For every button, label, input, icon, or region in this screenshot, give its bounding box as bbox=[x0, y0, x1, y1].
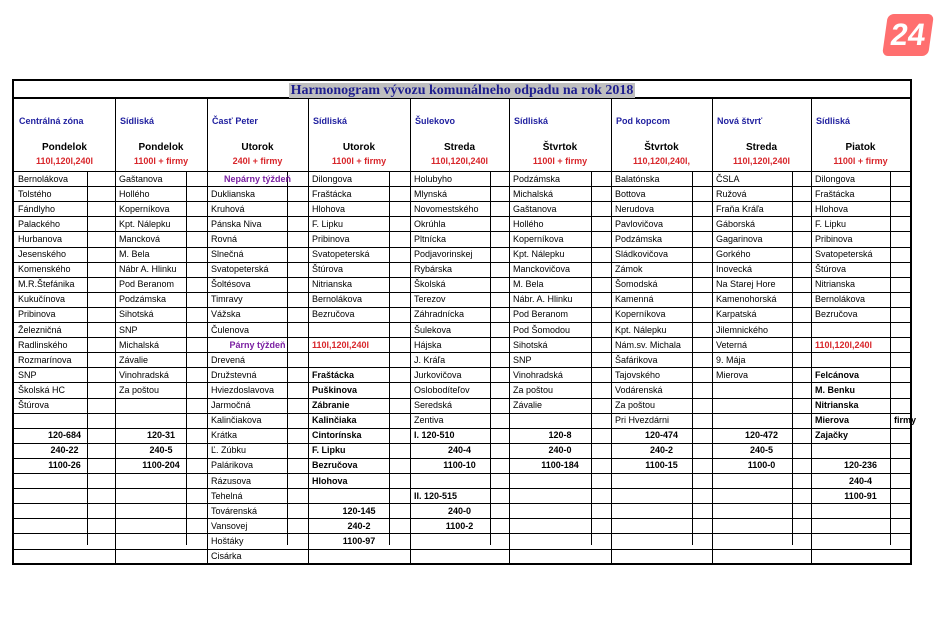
schedule-cell: Slnečná bbox=[211, 249, 244, 259]
schedule-cell: J. Kráľa bbox=[414, 354, 446, 365]
schedule-cell: Cintorínska bbox=[312, 430, 362, 441]
schedule-cell: 1100-15 bbox=[645, 460, 678, 471]
schedule-cell: Kukučínova bbox=[18, 294, 66, 305]
schedule-cell: Šulekova bbox=[414, 324, 452, 335]
schedule-cell: SNP bbox=[513, 354, 532, 365]
schedule-cell: Duklianska bbox=[211, 188, 256, 199]
schedule-cell: 240-5 bbox=[149, 445, 173, 456]
schedule-cell: Dilongova bbox=[312, 173, 353, 184]
schedule-cell: Podjavorinskej bbox=[414, 249, 473, 259]
schedule-cell: Kruhová bbox=[211, 203, 245, 214]
schedule-cell: Bernolákova bbox=[312, 294, 363, 305]
schedule-cell: Rázusova bbox=[211, 475, 252, 486]
schedule-cell: Tolstého bbox=[18, 188, 52, 199]
schedule-cell: Jurkovičova bbox=[414, 369, 462, 380]
schedule-cell: Sládkovičova bbox=[615, 249, 669, 259]
schedule-cell: Palárikova bbox=[211, 460, 254, 471]
schedule-cell: Mierova bbox=[716, 369, 749, 380]
brand-logo: 24 bbox=[882, 14, 934, 56]
schedule-cell: 120-31 bbox=[146, 430, 176, 441]
schedule-cell: 240-4 bbox=[848, 475, 873, 486]
schedule-cell: Manckovičova bbox=[513, 264, 571, 275]
schedule-cell: Pribinova bbox=[815, 233, 853, 244]
schedule-cell: Kpt. Nálepku bbox=[119, 218, 171, 229]
schedule-cell: Oslobodíteľov bbox=[414, 384, 470, 395]
schedule-cell: Cisárka bbox=[211, 551, 242, 561]
schedule-cell: Kpt. Nálepku bbox=[615, 324, 667, 335]
schedule-cell: Timravy bbox=[211, 294, 243, 305]
schedule-cell: Zámok bbox=[615, 264, 643, 275]
schedule-cell: Mlynská bbox=[414, 188, 448, 199]
schedule-cell: Bottova bbox=[615, 188, 646, 199]
schedule-cell: Pod Šomodou bbox=[513, 324, 571, 335]
schedule-cell: Sihotská bbox=[513, 339, 548, 350]
schedule-cell: Inovecká bbox=[716, 264, 753, 275]
schedule-cell: Okrúhla bbox=[414, 218, 446, 229]
schedule-cell: 1100-0 bbox=[747, 460, 776, 471]
column-divider bbox=[115, 99, 116, 563]
column-divider bbox=[207, 99, 208, 563]
schedule-cell: Pri Hvezdárni bbox=[615, 415, 670, 426]
schedule-cell: 240-0 bbox=[548, 445, 572, 456]
schedule-cell: Gorkého bbox=[716, 249, 751, 259]
schedule-cell: Holubyho bbox=[414, 173, 453, 184]
schedule-cell: II. 120-515 bbox=[414, 490, 458, 501]
container-header: 110,120l,240l, bbox=[632, 156, 691, 166]
schedule-cell: SNP bbox=[18, 369, 37, 380]
schedule-cell: Bezručova bbox=[312, 460, 358, 471]
schedule-cell: Fraštácka bbox=[312, 188, 352, 199]
schedule-cell: Svatopeterská bbox=[211, 264, 269, 275]
schedule-cell: Palackého bbox=[18, 218, 61, 229]
schedule-cell: Svatopeterská bbox=[815, 249, 873, 259]
schedule-cell: Nábr A. Hlinku bbox=[119, 264, 177, 275]
schedule-cell: Nepárny týždeň bbox=[223, 173, 292, 184]
schedule-cell: Pltnícka bbox=[414, 233, 447, 244]
schedule-cell: Kamenohorská bbox=[716, 294, 777, 305]
schedule-cell: Koperníkova bbox=[513, 233, 564, 244]
schedule-cell: F. Lipku bbox=[815, 218, 847, 229]
schedule-cell: Gagarinova bbox=[716, 233, 763, 244]
schedule-cell: Michalská bbox=[513, 188, 554, 199]
day-header: Piatok bbox=[845, 142, 876, 153]
schedule-cell: M. Benku bbox=[815, 384, 856, 395]
schedule-cell: 120-684 bbox=[47, 430, 82, 441]
schedule-cell: Hájska bbox=[414, 339, 442, 350]
schedule-cell: Hlohova bbox=[312, 203, 346, 214]
schedule-cell: Hurbanova bbox=[18, 233, 63, 244]
schedule-cell: Zábranie bbox=[312, 400, 350, 410]
zone-header: Sídliská bbox=[514, 116, 549, 126]
schedule-cell: Gaštanova bbox=[119, 173, 163, 184]
schedule-cell: Podzámska bbox=[119, 294, 167, 305]
schedule-cell: Balatónska bbox=[615, 173, 660, 184]
schedule-cell: Bezručova bbox=[312, 309, 355, 320]
title-text: Harmonogram vývozu komunálneho odpadu na rok 2018 bbox=[290, 83, 634, 98]
schedule-cell: Podzámska bbox=[615, 233, 663, 244]
container-header: 1100l + firmy bbox=[833, 156, 888, 166]
schedule-cell: Vinohradská bbox=[119, 369, 169, 380]
zone-header: Sídliská bbox=[120, 116, 155, 126]
container-header: 110l,120l,240l bbox=[35, 156, 94, 166]
schedule-cell: Hollého bbox=[119, 188, 150, 199]
schedule-cell: Nitrianska bbox=[815, 400, 859, 410]
schedule-cell: SNP bbox=[119, 324, 138, 335]
row-divider bbox=[14, 549, 910, 550]
schedule-cell: Komenského bbox=[18, 264, 71, 275]
schedule-cell: 1100-26 bbox=[48, 460, 81, 471]
schedule-cell: Fraštácka bbox=[815, 188, 855, 199]
schedule-cell: Kamenná bbox=[615, 294, 654, 305]
schedule-cell: Jarmočná bbox=[211, 400, 251, 410]
schedule-cell: Štúrova bbox=[18, 400, 50, 410]
schedule-cell: Michalská bbox=[119, 339, 160, 350]
schedule-cell: Pod Beranom bbox=[119, 279, 175, 290]
zone-header: Sídliská bbox=[313, 116, 348, 126]
schedule-cell: 240-5 bbox=[749, 445, 774, 456]
schedule-cell: 1100-2 bbox=[445, 520, 474, 531]
schedule-cell: Závalie bbox=[513, 400, 543, 410]
schedule-cell: 120-472 bbox=[744, 430, 779, 441]
day-header: Pondelok bbox=[138, 142, 184, 153]
schedule-cell: Rovná bbox=[211, 233, 238, 244]
schedule-cell: Nám.sv. Michala bbox=[615, 339, 681, 350]
schedule-cell: Tehelná bbox=[211, 490, 243, 501]
zone-header: Centrálná zóna bbox=[19, 116, 84, 126]
schedule-cell: Štúrova bbox=[815, 264, 847, 275]
schedule-cell: Drevená bbox=[211, 354, 246, 365]
schedule-cell: Vinohradská bbox=[513, 369, 563, 380]
schedule-cell: Bernolákova bbox=[18, 173, 69, 184]
schedule-cell: Štúrova bbox=[312, 264, 344, 275]
schedule-cell: Fándlyho bbox=[18, 203, 56, 214]
schedule-cell: Jilemnického bbox=[716, 324, 769, 335]
schedule-cell: Šafárikova bbox=[615, 354, 658, 365]
schedule-cell: Ružová bbox=[716, 188, 747, 199]
schedule-cell: Pavlovičova bbox=[615, 218, 664, 229]
schedule-cell: Za poštou bbox=[615, 400, 656, 410]
schedule-cell: Šoltésova bbox=[211, 279, 251, 290]
schedule-cell: Školská HC bbox=[18, 384, 66, 395]
day-header: Štvrtok bbox=[644, 142, 679, 153]
day-header: Štvrtok bbox=[542, 142, 578, 153]
schedule-cell: 240-2 bbox=[347, 520, 371, 531]
schedule-cell: 1100-91 bbox=[844, 490, 877, 501]
column-divider bbox=[509, 99, 510, 563]
schedule-cell: F. Lipku bbox=[312, 218, 344, 229]
container-header: 1100l + firmy bbox=[133, 156, 189, 166]
zone-header: Časť Peter bbox=[212, 116, 258, 126]
schedule-cell: Dilongova bbox=[815, 173, 856, 184]
schedule-cell: Radlinského bbox=[18, 339, 68, 350]
column-divider bbox=[308, 99, 309, 563]
schedule-cell: Za poštou bbox=[513, 384, 554, 395]
firmy-note: firmy bbox=[894, 415, 917, 426]
column-divider bbox=[410, 99, 411, 563]
schedule-cell: Závalie bbox=[119, 354, 149, 365]
schedule-cell: Koperníkova bbox=[119, 203, 170, 214]
schedule-cell: Kalinčiaka bbox=[312, 415, 357, 426]
schedule-cell: Čulenova bbox=[211, 324, 250, 335]
schedule-cell: Družstevná bbox=[211, 369, 257, 380]
schedule-cell: Záhradnícka bbox=[414, 309, 465, 320]
schedule-cell: 1100-184 bbox=[541, 460, 579, 471]
schedule-cell: Kpt. Nálepku bbox=[513, 249, 565, 259]
day-header: Utorok bbox=[342, 142, 376, 153]
schedule-cell: Seredská bbox=[414, 400, 453, 410]
schedule-cell: Hollého bbox=[513, 218, 544, 229]
schedule-cell: Krátka bbox=[211, 430, 238, 441]
schedule-cell: Pribinova bbox=[18, 309, 56, 320]
schedule-cell: 110l,120l,240l bbox=[815, 339, 873, 350]
schedule-cell: F. Lipku bbox=[312, 445, 346, 456]
schedule-cell: 120-236 bbox=[843, 460, 878, 471]
schedule-cell: Fraňa Kráľa bbox=[716, 203, 764, 214]
schedule-cell: 120-474 bbox=[644, 430, 679, 441]
schedule-grid bbox=[14, 81, 917, 563]
schedule-cell: Tajovského bbox=[615, 369, 661, 380]
schedule-cell: Bernolákova bbox=[815, 294, 866, 305]
schedule-cell: Svatopeterská bbox=[312, 249, 370, 259]
schedule-cell: Felcánova bbox=[815, 369, 860, 380]
schedule-cell: Za poštou bbox=[119, 384, 160, 395]
schedule-cell: 1100-10 bbox=[443, 460, 476, 471]
schedule-cell: Železničná bbox=[18, 324, 62, 335]
schedule-cell: Fraštácka bbox=[312, 369, 355, 380]
schedule-cell: 9. Mája bbox=[716, 354, 746, 365]
schedule-cell: Rozmarínova bbox=[18, 354, 72, 365]
schedule-cell: Vážska bbox=[211, 309, 241, 320]
schedule-cell: 110l,120l,240l bbox=[312, 339, 370, 350]
schedule-cell: Pánska Niva bbox=[211, 218, 262, 229]
schedule-cell: Nitrianska bbox=[815, 279, 856, 290]
schedule-cell: 120-145 bbox=[342, 505, 376, 516]
schedule-cell: Gáborská bbox=[716, 218, 756, 229]
schedule-cell: Továrenská bbox=[211, 505, 258, 516]
schedule-cell: Gaštanova bbox=[513, 203, 557, 214]
schedule-cell: Puškinova bbox=[312, 384, 358, 395]
schedule-cell: Hlohova bbox=[815, 203, 849, 214]
schedule-cell: I. 120-510 bbox=[414, 430, 455, 441]
schedule-cell: Vansovej bbox=[211, 520, 248, 531]
schedule-cell: 240-4 bbox=[447, 445, 472, 456]
schedule-cell: Jesenského bbox=[18, 249, 67, 259]
schedule-cell: Na Starej Hore bbox=[716, 279, 776, 290]
schedule-cell: Šomodská bbox=[615, 279, 658, 290]
schedule-cell: 1100-204 bbox=[142, 460, 180, 471]
schedule-cell: Karpatská bbox=[716, 309, 757, 320]
column-divider bbox=[712, 99, 713, 563]
zone-header: Šulekovo bbox=[415, 116, 456, 126]
schedule-cell: Hlohova bbox=[312, 475, 348, 486]
schedule-cell: Novomestského bbox=[414, 203, 479, 214]
schedule-cell: Bezručova bbox=[815, 309, 858, 320]
zone-header: Nová štvrť bbox=[717, 116, 763, 126]
schedule-cell: 240-0 bbox=[447, 505, 472, 516]
schedule-cell: Zentiva bbox=[414, 415, 444, 426]
schedule-sheet bbox=[12, 79, 917, 565]
schedule-cell: 240-22 bbox=[50, 445, 79, 456]
column-divider bbox=[811, 99, 812, 563]
schedule-cell: Pribinova bbox=[312, 233, 350, 244]
container-header: 110l,120l,240l bbox=[430, 156, 489, 166]
schedule-cell: 240-2 bbox=[649, 445, 674, 456]
schedule-cell: Sihotská bbox=[119, 309, 154, 320]
schedule-cell: M. Bela bbox=[513, 279, 544, 290]
schedule-cell: Mancková bbox=[119, 233, 161, 244]
container-header: 1100l + firmy bbox=[331, 156, 387, 166]
day-header: Streda bbox=[745, 142, 778, 153]
schedule-cell: Hviezdoslavova bbox=[211, 384, 275, 395]
schedule-cell: Nábr. A. Hlinku bbox=[513, 294, 573, 305]
schedule-cell: 120-8 bbox=[548, 430, 572, 441]
schedule-cell: Zajačky bbox=[815, 430, 849, 441]
day-header: Pondelok bbox=[41, 142, 87, 153]
schedule-cell: Veterná bbox=[716, 339, 748, 350]
container-header: 240l + firmy bbox=[232, 156, 283, 166]
schedule-cell: Ľ. Zúbku bbox=[211, 445, 247, 456]
schedule-cell: Nerudova bbox=[615, 203, 655, 214]
zone-header: Pod kopcom bbox=[616, 116, 671, 126]
schedule-cell: Kalinčiakova bbox=[211, 415, 262, 426]
schedule-cell: Pod Beranom bbox=[513, 309, 569, 320]
schedule-cell: Vodárenská bbox=[615, 384, 663, 395]
schedule-cell: M. Bela bbox=[119, 249, 150, 259]
schedule-cell: Hoštáky bbox=[211, 535, 244, 546]
schedule-cell: Podzámska bbox=[513, 173, 561, 184]
schedule-cell: Školská bbox=[414, 279, 446, 290]
column-divider bbox=[611, 99, 612, 563]
schedule-cell: Rybárska bbox=[414, 264, 453, 275]
schedule-cell: Koperníkova bbox=[615, 309, 666, 320]
schedule-cell: Nitrianska bbox=[312, 279, 353, 290]
schedule-cell: 1100-97 bbox=[342, 535, 376, 546]
schedule-cell: M.R.Štefánika bbox=[18, 279, 75, 290]
day-header: Utorok bbox=[241, 142, 274, 153]
day-header: Streda bbox=[443, 142, 476, 153]
zone-header: Sídliská bbox=[816, 116, 851, 126]
schedule-cell: ČSLA bbox=[716, 173, 740, 184]
schedule-cell: Mierova bbox=[815, 415, 850, 426]
container-header: 1100l + firmy bbox=[532, 156, 588, 166]
container-header: 110l,120l,240l bbox=[732, 156, 791, 166]
schedule-cell: Terezov bbox=[414, 294, 446, 305]
schedule-cell: Párny týždeň bbox=[229, 339, 286, 350]
